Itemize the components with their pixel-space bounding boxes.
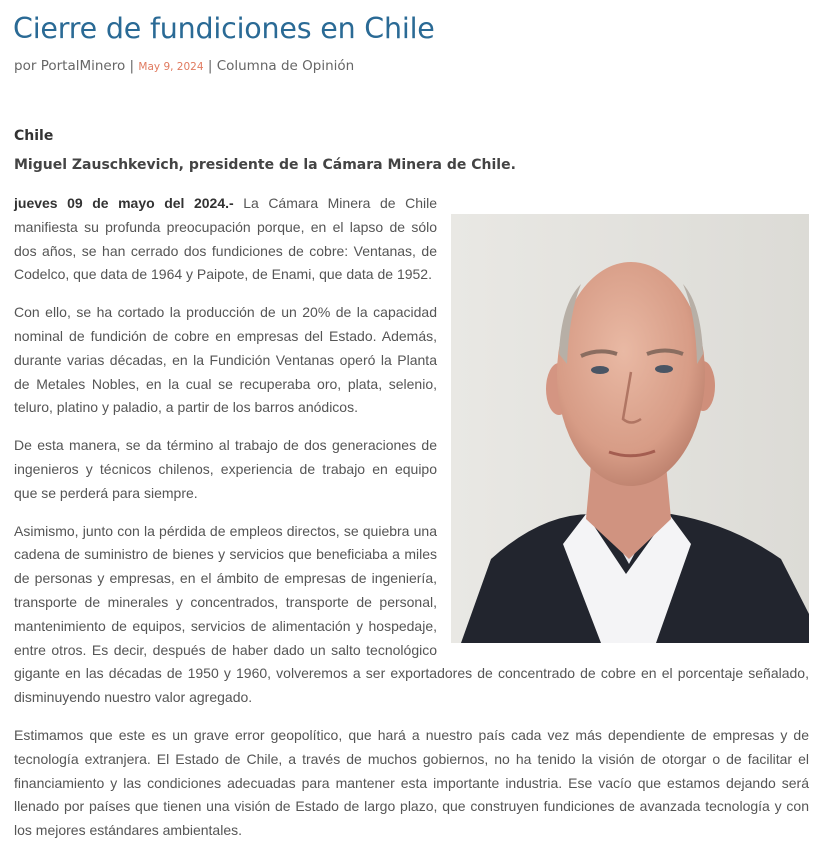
article-paragraph: Asimismo, junto con la pérdida de empleos directos, se quiebra una cadena de suministro de bienes y servicios que beneficiaba a miles de personas y empresas, en el ámbito de empresas de ingeniería, transporte de minerales y concentrados, transporte de personal, mantenimiento de equipos, servicios de alimentación y hospedaje, entre otros. Es decir, después de haber dado un salto tecnológico gigante en las décadas de 1950 y 1960, volveremos a ser exportadores de concentrado de cobre en el porcentaje señalado, disminuyendo nuestro valor agregado. [14,522,809,706]
article-body [14,192,809,857]
lead-date: jueves 09 de mayo del 2024.- [14,195,234,211]
meta-separator: | [207,58,213,74]
article-paragraph: Estimamos que este es un grave error geopolítico, que hará a nuestro país cada vez más dependiente de empresas y de tecnología extranjera. El Estado de Chile, a través de muchos gobiernos, no ha tenido la visión de otorgar o de facilitar el financiamiento y las condiciones adecuadas para mantener esta importante industria. Ese vacío que estamos dejando será llenado por países que tienen una visión de Estado de largo plazo, que construyen fundiciones de avanzada tecnología y con los mejores estándares ambientales. [14,726,809,839]
paragraph-text: La Cámara Minera de Chile manifiesta su profunda preocupación porque, en el lapso de sólo dos años, se han cerrado dos fundiciones de cobre: Ventanas, de Codelco, que data de 1964 y Paipote, de Enami, que data de 1952. [14,195,437,283]
article-paragraph: Con ello, se ha cortado la producción de un 20% de la capacidad nominal de fundición de cobre en empresas del Estado. Además, durante varias décadas, en la Fundición Ventanas operó la Planta de Metales Nobles, en la cual se recuperaba oro, plata, selenio, teluro, platino y paladio, a partir de los barros anódicos. [14,304,437,416]
category-link[interactable]: Columna de Opinión [216,58,355,74]
post-meta [14,58,354,74]
meta-separator: | [129,58,135,74]
author-byline: Miguel Zauschkevich, presidente de la Cámara Minera de Chile. [14,157,516,173]
post-date: May 9, 2024 [138,61,204,73]
author-link[interactable]: PortalMinero [40,58,126,74]
page-title: Cierre de fundiciones en Chile [13,12,435,45]
article-paragraph: De esta manera, se da término al trabajo de dos generaciones de ingenieros y técnicos chilenos, experiencia de trabajo en equipo que se perderá para siempre. [14,437,437,501]
author-portrait [451,214,809,643]
location-label: Chile [14,128,54,144]
by-prefix: por [14,58,37,74]
